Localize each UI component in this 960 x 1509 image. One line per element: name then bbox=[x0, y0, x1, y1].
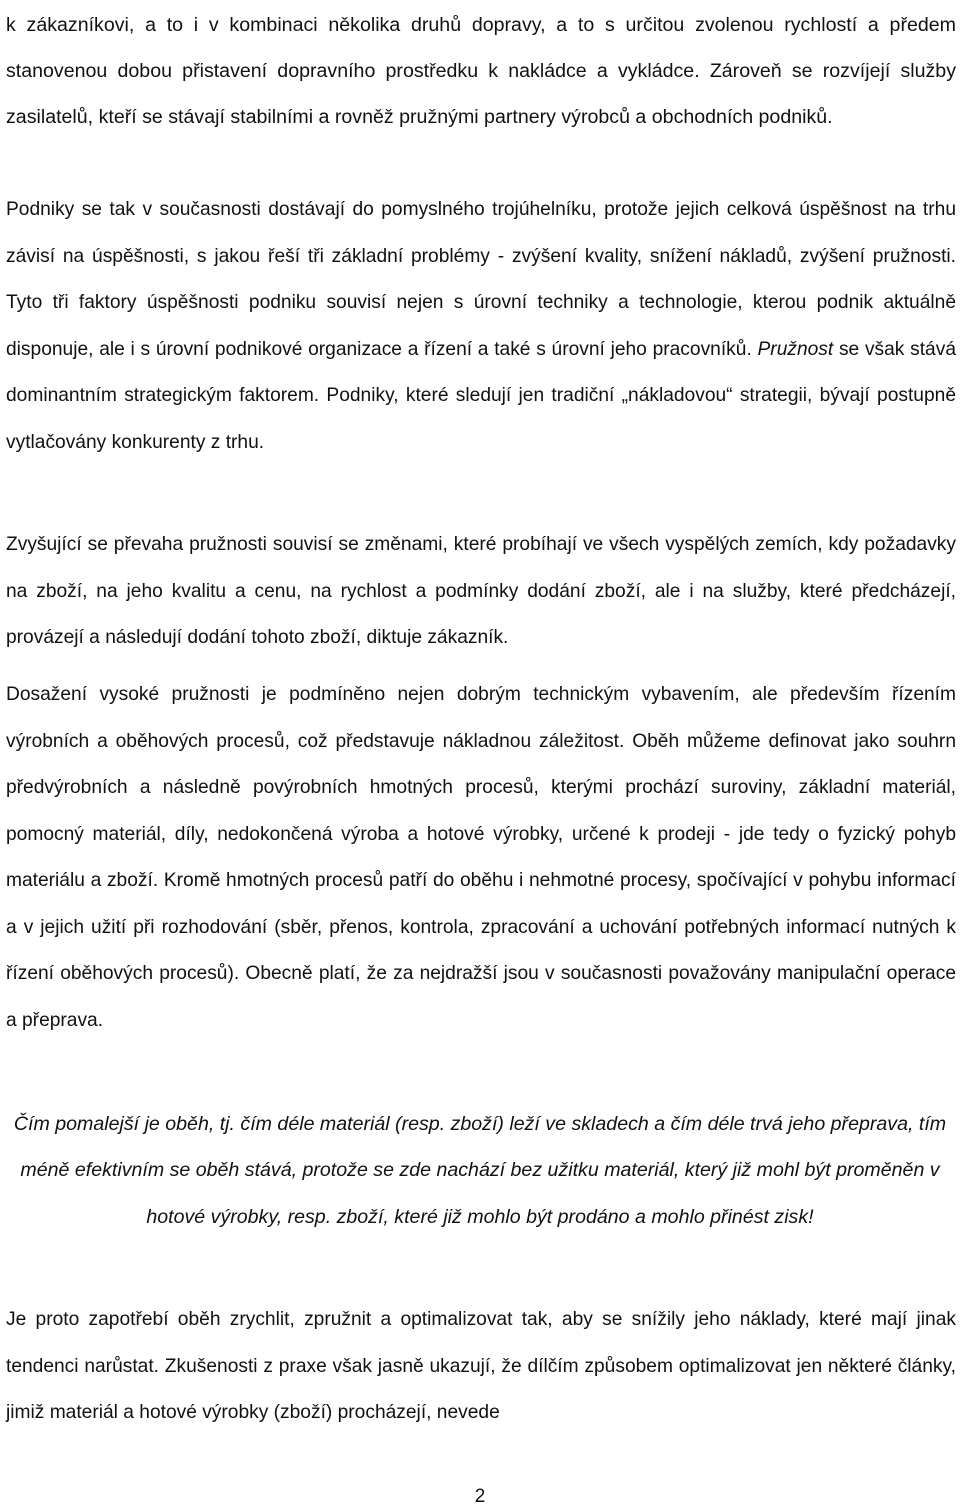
paragraph-triangle-text-end: se však stává dominantním strategickým faktorem. Podniky, které sledují jen tradiční „nákladovou“ strategii, bývají postupně vytlačovány konkurenty z trhu. bbox=[6, 338, 956, 453]
paragraph-flexibility: Zvyšující se převaha pružnosti souvisí se změnami, které probíhají ve všech vyspělých zemích, kdy požadavky na zboží, na jeho kvalitu a cenu, na rychlost a podmínky dodání zboží, ale i na služby, které předcházejí, provázejí a následují dodání tohoto zboží, diktuje zákazník. bbox=[6, 534, 956, 648]
paragraph-intro: k zákazníkovi, a to i v kombinaci několika druhů dopravy, a to s určitou zvolenou rychlostí a předem stanovenou dobou přistavení dopravního prostředku k nakládce a vykládce. Zároveň se rozvíjejí služby zasilatelů, kteří se stávají stabilními a rovněž pružnými partnery výrobců a obchodních podniků. bbox=[6, 14, 956, 128]
paragraph-triangle-text-start: Podniky se tak v současnosti dostávají do pomyslného trojúhelníku, protože jejich celková úspěšnost na trhu závisí na úspěšnosti, s jakou řeší tři základní problémy - zvýšení kvality, snížení nákladů, zvýšení pružnosti. Tyto tři faktory úspěšnosti podniku souvisí nejen s úrovní techniky a technologie, kterou podnik aktuálně disponuje, ale i s úrovní podnikové organizace a řízení a také s úrovní jeho pracovníků. bbox=[6, 199, 956, 360]
paragraph-circulation: Dosažení vysoké pružnosti je podmíněno nejen dobrým technickým vybavením, ale především řízením výrobních a oběhových procesů, což představuje nákladnou záležitost. Oběh můžeme definovat jako souhrn předvýrobních a následně povýrobních hmotných procesů, kterými prochází suroviny, základní materiál, pomocný materiál, díly, nedokončená výroba a hotové výrobky, určené k prodeji - jde tedy o fyzický pohyb materiálu a zboží. Kromě hmotných procesů patří do oběhu i nehmotné procesy, spočívající v pohybu informací a v jejich užití při rozhodování (sběr, přenos, kontrola, zpracování a uchování potřebných informací nutných k řízení oběhových procesů). Obecně platí, že za nejdražší jsou v současnosti považovány manipulační operace a přeprava. bbox=[6, 684, 956, 1031]
page-number: 2 bbox=[474, 1486, 486, 1507]
emphasis-pruznost: Pružnost bbox=[757, 338, 834, 360]
paragraph-optimization: Je proto zapotřebí oběh zrychlit, zpružnit a optimalizovat tak, aby se snížily jeho náklady, které mají jinak tendenci narůstat. Zkušenosti z praxe však jasně ukazují, že dílčím způsobem optimalizovat jen některé články, jimiž materiál a hotové výrobky (zboží) procházejí, nevede bbox=[6, 1309, 956, 1423]
paragraph-triangle bbox=[6, 187, 956, 466]
quote-slow-circulation: Čím pomalejší je oběh, tj. čím déle materiál (resp. zboží) leží ve skladech a čím déle trvá jeho přeprava, tím méně efektivním se oběh stává, protože se zde nachází bez užitku materiál, který již mohl být proměněn v hotové výrobky, resp. zboží, které již mohlo být prodáno a mohlo přinést zisk! bbox=[13, 1113, 947, 1228]
